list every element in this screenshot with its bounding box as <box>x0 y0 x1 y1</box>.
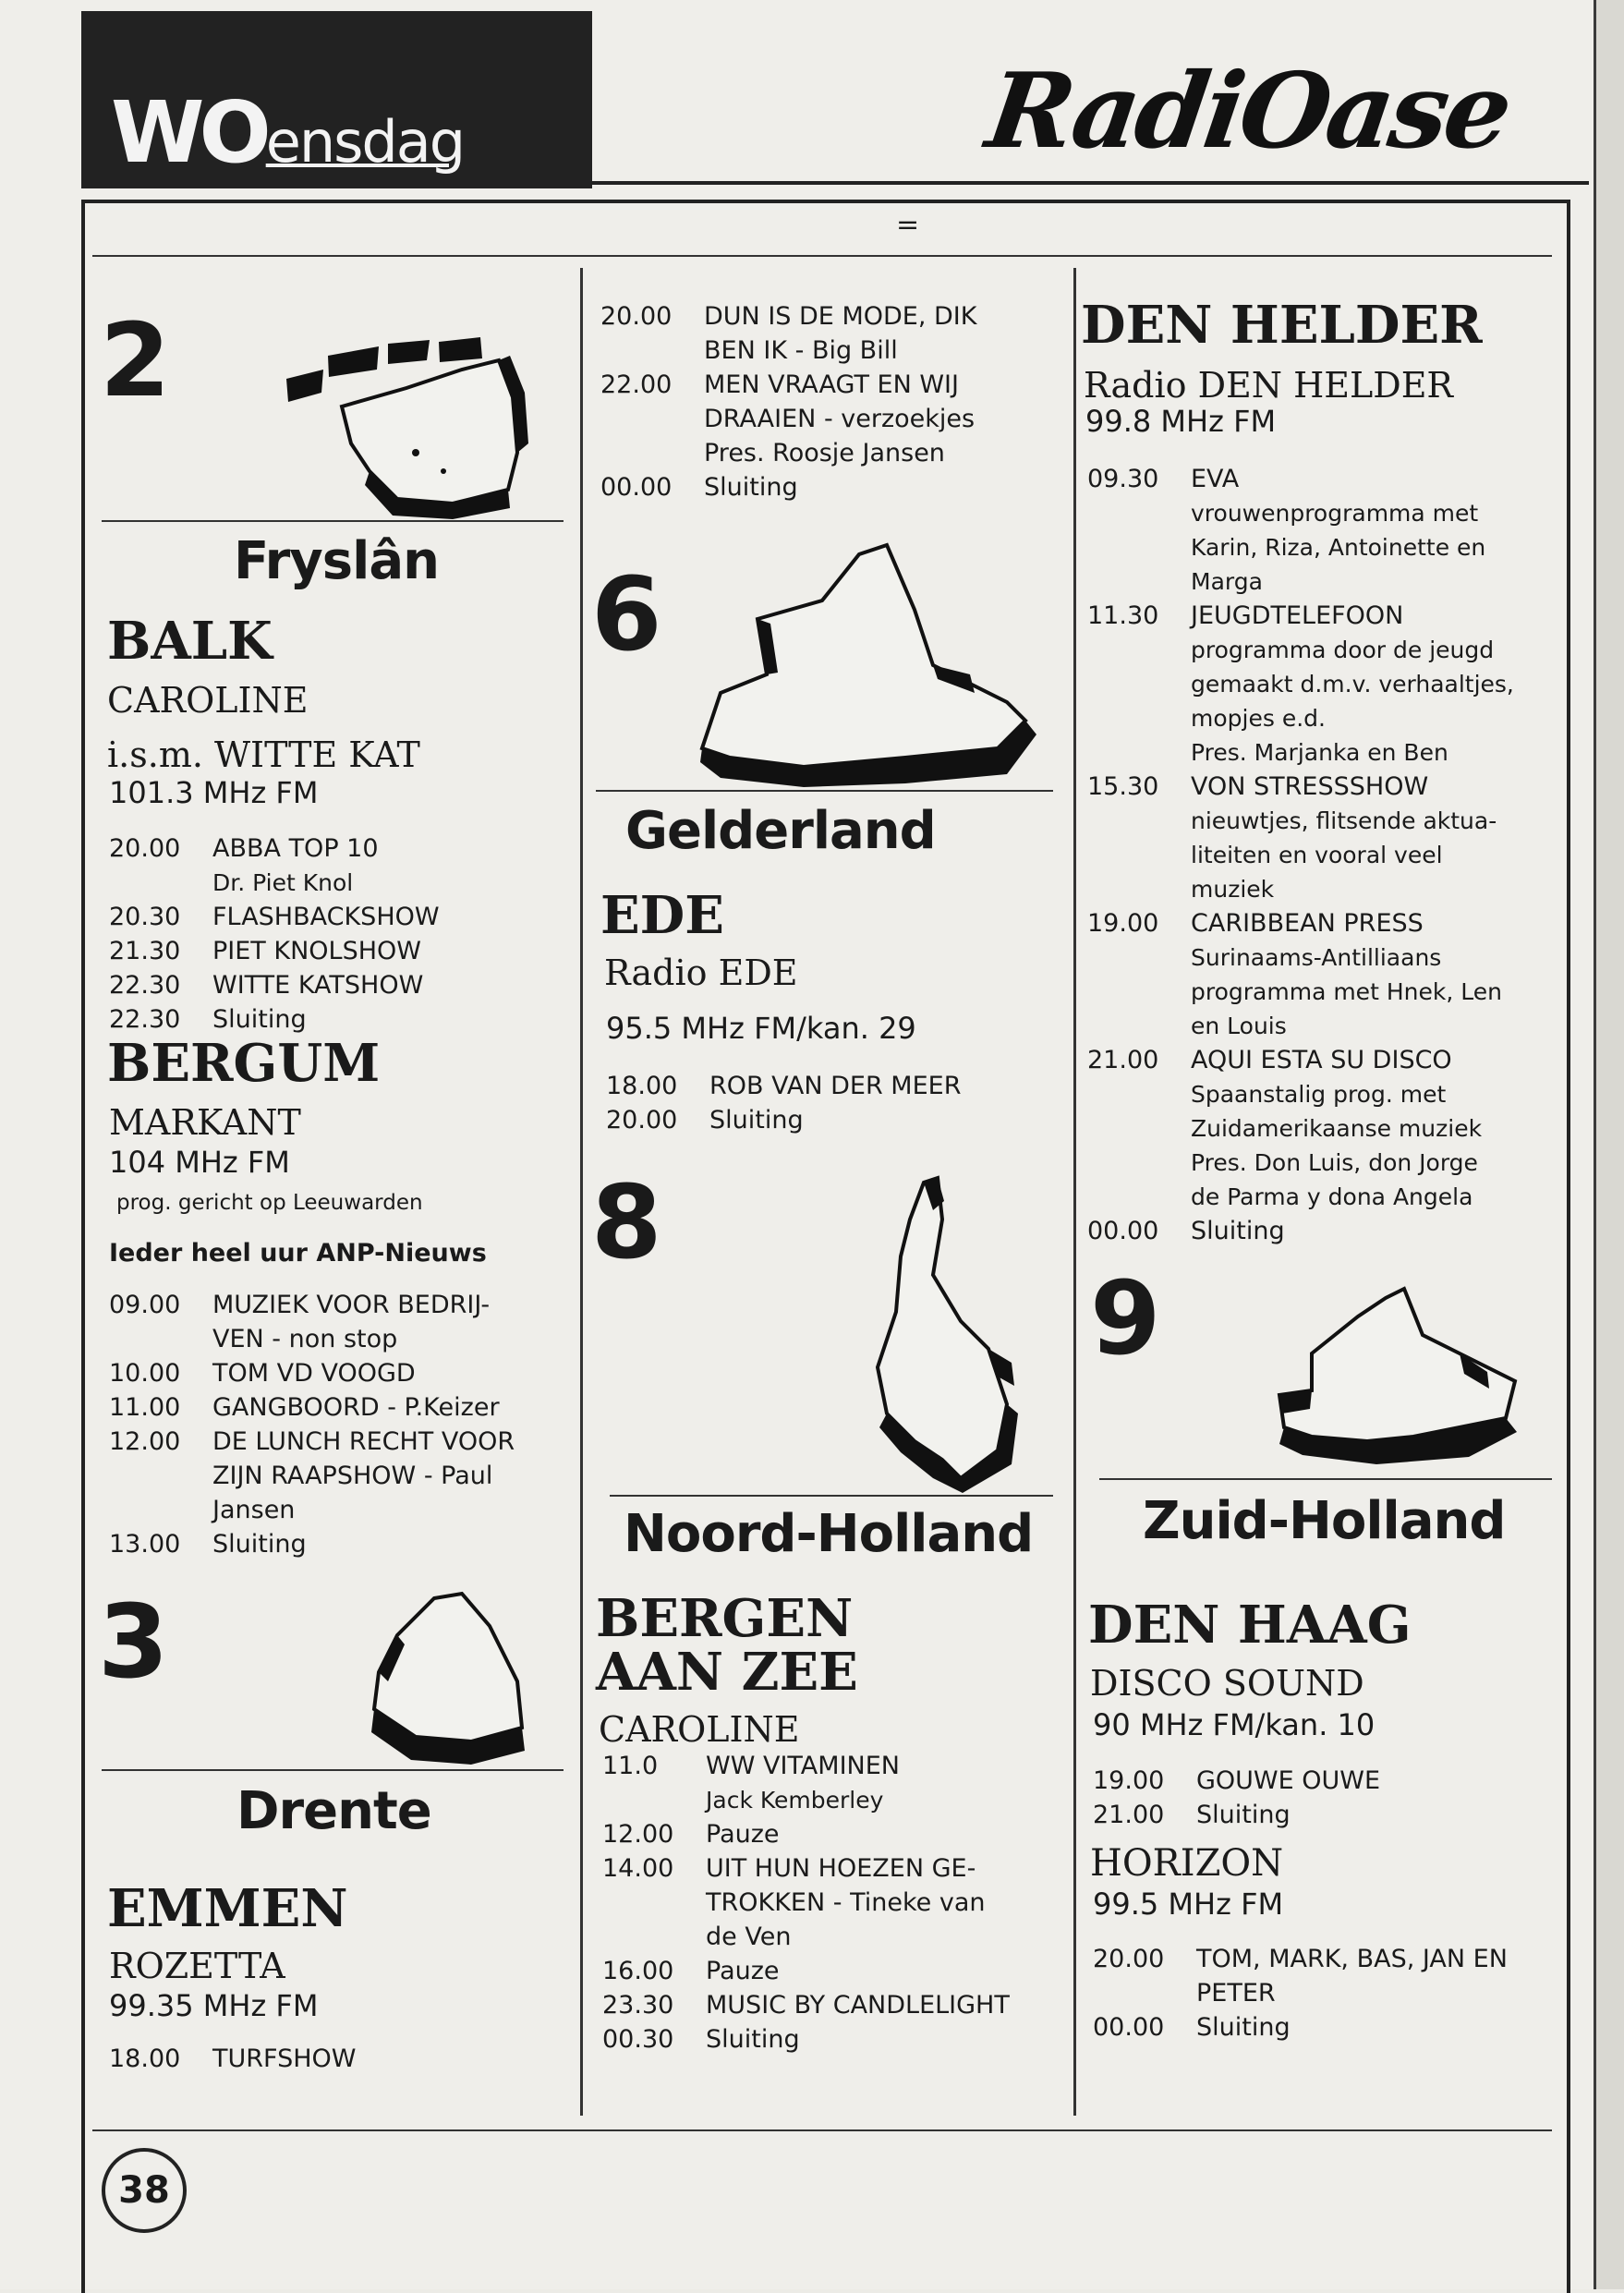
time: 20.30 <box>109 903 181 931</box>
time: 23.30 <box>602 1991 674 2020</box>
time: 11.0 <box>602 1752 659 1780</box>
schedule-row <box>606 1103 961 1137</box>
program: Pauze <box>706 1820 780 1849</box>
program: FLASHBACKSHOW <box>212 903 440 931</box>
schedule-row <box>1087 530 1514 564</box>
time: 11.30 <box>1087 601 1159 630</box>
schedule-row <box>602 1988 1010 2022</box>
schedule-row <box>1087 599 1514 633</box>
time: 20.00 <box>1093 1945 1165 1973</box>
program: Pres. Marjanka en Ben <box>1191 739 1448 766</box>
program: TOM, MARK, BAS, JAN EN <box>1196 1945 1508 1973</box>
city-name: EMMEN <box>107 1878 348 1939</box>
schedule-row <box>1087 1214 1514 1248</box>
schedule-row <box>600 368 976 402</box>
program: TURFSHOW <box>212 2044 357 2073</box>
schedule-row <box>600 436 976 470</box>
program: MEN VRAAGT EN WIJ <box>704 370 959 399</box>
program: GANGBOORD - P.Keizer <box>212 1393 500 1422</box>
schedule-row <box>600 470 976 504</box>
schedule <box>1093 1764 1380 1832</box>
section-number: 9 <box>1090 1259 1161 1377</box>
station-name: Radio DEN HELDER <box>1084 365 1454 406</box>
schedule-row <box>1087 940 1514 975</box>
frequency: 99.35 MHz FM <box>109 1988 319 2023</box>
schedule-row <box>1087 770 1514 804</box>
station-name: HORIZON <box>1090 1842 1284 1885</box>
time: 00.30 <box>602 2025 674 2054</box>
program: Sluiting <box>706 2025 800 2054</box>
schedule-row <box>109 1459 515 1493</box>
time: 21.30 <box>109 937 181 965</box>
section-number: 6 <box>591 555 662 673</box>
program: de Parma y dona Angela <box>1191 1183 1473 1210</box>
program: programma door de jeugd <box>1191 637 1495 663</box>
fryslan-map-icon <box>268 305 545 527</box>
program: JEUGDTELEFOON <box>1191 601 1404 630</box>
program: WW VITAMINEN <box>706 1752 900 1780</box>
program: Sluiting <box>1191 1217 1285 1245</box>
program: Dr. Piet Knol <box>212 869 354 896</box>
schedule-row <box>602 1817 1010 1851</box>
time: 20.00 <box>606 1106 678 1134</box>
program: Pres. Roosje Jansen <box>704 439 945 467</box>
schedule-row <box>1093 1942 1508 1976</box>
schedule-row <box>1093 1976 1508 2010</box>
city-name: EDE <box>600 885 724 946</box>
city-name: DEN HAAG <box>1088 1595 1412 1656</box>
schedule-row <box>602 1783 1010 1817</box>
schedule-row <box>1087 1146 1514 1180</box>
program: Spaanstalig prog. met <box>1191 1081 1447 1108</box>
time: 00.00 <box>1093 2013 1165 2042</box>
time: 20.00 <box>600 302 673 331</box>
program: Jansen <box>212 1496 296 1524</box>
header-day-rest: ensdag <box>265 108 465 176</box>
program: Pres. Don Luis, don Jorge <box>1191 1149 1478 1176</box>
news-note: Ieder heel uur ANP-Nieuws <box>109 1239 487 1268</box>
time: 12.00 <box>602 1820 674 1849</box>
region-rule <box>102 520 564 522</box>
schedule-row <box>109 1527 515 1561</box>
program: GOUWE OUWE <box>1196 1766 1381 1795</box>
program: TROKKEN - Tineke van <box>706 1888 986 1917</box>
program: ZIJN RAAPSHOW - Paul <box>212 1462 493 1490</box>
schedule-row <box>109 831 440 866</box>
schedule-row <box>109 1493 515 1527</box>
schedule-row <box>602 1851 1010 1886</box>
frequency: 95.5 MHz FM/kan. 29 <box>606 1011 916 1046</box>
program: EVA <box>1191 465 1240 493</box>
time: 19.00 <box>1087 909 1159 938</box>
program: UIT HUN HOEZEN GE- <box>706 1854 976 1883</box>
schedule-row <box>109 1002 440 1037</box>
program: mopjes e.d. <box>1191 705 1326 732</box>
time: 22.30 <box>109 971 181 1000</box>
schedule-row <box>1087 872 1514 906</box>
schedule-row <box>1087 1111 1514 1146</box>
time: 16.00 <box>602 1957 674 1985</box>
schedule-row <box>109 968 440 1002</box>
city-name: BERGUM <box>107 1033 381 1094</box>
program: Zuidamerikaanse muziek <box>1191 1115 1483 1142</box>
program: ROB VAN DER MEER <box>709 1072 962 1100</box>
frequency: 104 MHz FM <box>109 1145 290 1180</box>
radioase-logo: RadiOase <box>979 51 1516 172</box>
program-note: prog. gericht op Leeuwarden <box>116 1191 423 1215</box>
program: muziek <box>1191 876 1275 903</box>
station-name-2: i.s.m. WITTE KAT <box>107 734 420 775</box>
program: Sluiting <box>704 473 798 502</box>
time: 10.00 <box>109 1359 181 1388</box>
station-name: MARKANT <box>109 1102 301 1143</box>
column-divider-2 <box>1073 268 1076 2116</box>
schedule-row <box>1087 633 1514 667</box>
schedule-row <box>1087 975 1514 1009</box>
program: WITTE KATSHOW <box>212 971 424 1000</box>
schedule-row <box>1087 735 1514 770</box>
time: 22.00 <box>600 370 673 399</box>
schedule-row <box>1087 462 1514 496</box>
program: Marga <box>1191 568 1263 595</box>
zuid-holland-map-icon <box>1275 1280 1524 1483</box>
schedule-row <box>1087 564 1514 599</box>
time: 09.30 <box>1087 465 1159 493</box>
header-day-initials: WO <box>111 83 266 182</box>
region-rule <box>596 790 1053 792</box>
schedule-row <box>109 934 440 968</box>
drente-map-icon <box>360 1580 545 1783</box>
schedule-row <box>1087 1009 1514 1043</box>
schedule-row <box>602 1749 1010 1783</box>
top-rule <box>92 255 1552 257</box>
program: TOM VD VOOGD <box>212 1359 416 1388</box>
time: 00.00 <box>1087 1217 1159 1245</box>
schedule <box>1087 462 1514 1248</box>
program: MUZIEK VOOR BEDRIJ- <box>212 1291 491 1319</box>
schedule-row <box>600 402 976 436</box>
time: 18.00 <box>606 1072 678 1100</box>
schedule <box>109 1288 515 1561</box>
schedule-row <box>109 900 440 934</box>
time: 11.00 <box>109 1393 181 1422</box>
program: de Ven <box>706 1923 792 1951</box>
program: VON STRESSSHOW <box>1191 772 1429 801</box>
schedule-row <box>109 1390 515 1425</box>
schedule-row <box>1087 667 1514 701</box>
header-rule <box>591 181 1589 185</box>
schedule-row <box>1087 701 1514 735</box>
station-name: CAROLINE <box>107 680 309 721</box>
frequency: 99.5 MHz FM <box>1093 1887 1284 1922</box>
schedule-row <box>1087 1077 1514 1111</box>
time: 14.00 <box>602 1854 674 1883</box>
region-rule <box>102 1769 564 1771</box>
time: 20.00 <box>109 834 181 863</box>
time: 00.00 <box>600 473 673 502</box>
program: Surinaams-Antilliaans <box>1191 944 1442 971</box>
schedule-row <box>109 1425 515 1459</box>
schedule-row <box>1087 496 1514 530</box>
program: DUN IS DE MODE, DIK <box>704 302 977 331</box>
program: liteiten en vooral veel <box>1191 842 1443 868</box>
schedule-row <box>600 334 976 368</box>
region-name: Drente <box>236 1781 431 1841</box>
schedule-row <box>602 1886 1010 1920</box>
city-name: BALK <box>107 611 273 672</box>
program: Sluiting <box>212 1530 307 1559</box>
region-name: Fryslân <box>234 531 439 591</box>
program: ABBA TOP 10 <box>212 834 379 863</box>
section-number: 3 <box>98 1583 169 1701</box>
time: 12.00 <box>109 1427 181 1456</box>
program: CARIBBEAN PRESS <box>1191 909 1424 938</box>
region-name: Gelderland <box>625 801 936 861</box>
station-name: Radio EDE <box>604 952 798 993</box>
time: 15.30 <box>1087 772 1159 801</box>
frequency: 90 MHz FM/kan. 10 <box>1093 1707 1376 1742</box>
schedule-row <box>1087 804 1514 838</box>
time: 22.30 <box>109 1005 181 1034</box>
time: 19.00 <box>1093 1766 1165 1795</box>
program: PETER <box>1196 1979 1276 2008</box>
program: Sluiting <box>1196 1801 1291 1829</box>
schedule-row <box>109 1288 515 1322</box>
gelderland-map-icon <box>693 536 1044 795</box>
program: Sluiting <box>709 1106 804 1134</box>
header-day <box>111 83 464 182</box>
frequency: 99.8 MHz FM <box>1085 404 1277 439</box>
city-name: BERGEN <box>596 1588 854 1649</box>
schedule <box>602 1749 1010 2056</box>
schedule-row <box>109 1356 515 1390</box>
center-mark: = <box>896 209 920 241</box>
schedule-row <box>600 299 976 334</box>
frequency: 101.3 MHz FM <box>109 775 319 810</box>
program: nieuwtjes, flitsende aktua- <box>1191 807 1497 834</box>
section-number: 2 <box>100 301 171 419</box>
time: 21.00 <box>1087 1046 1159 1074</box>
schedule-row <box>1087 906 1514 940</box>
station-name: CAROLINE <box>599 1709 800 1750</box>
station-name: DISCO SOUND <box>1090 1663 1364 1704</box>
schedule-row <box>602 2022 1010 2056</box>
time: 09.00 <box>109 1291 181 1319</box>
time: 13.00 <box>109 1530 181 1559</box>
section-number: 8 <box>591 1163 662 1281</box>
page-edge <box>1594 0 1624 2289</box>
region-name: Noord-Holland <box>624 1504 1034 1564</box>
program: VEN - non stop <box>212 1325 398 1353</box>
time: 18.00 <box>109 2044 181 2073</box>
bottom-rule <box>92 2129 1552 2131</box>
schedule-row <box>1087 838 1514 872</box>
schedule-row <box>1087 1180 1514 1214</box>
continued-schedule <box>600 299 976 504</box>
program: PIET KNOLSHOW <box>212 937 421 965</box>
program: Sluiting <box>1196 2013 1291 2042</box>
column-divider-1 <box>580 268 583 2116</box>
schedule-row <box>1093 2010 1508 2044</box>
schedule-row <box>602 1920 1010 1954</box>
schedule-row <box>109 866 440 900</box>
schedule-row <box>109 2042 356 2076</box>
program: DRAAIEN - verzoekjes <box>704 405 976 433</box>
schedule-row <box>1087 1043 1514 1077</box>
time: 21.00 <box>1093 1801 1165 1829</box>
schedule-row <box>602 1954 1010 1988</box>
schedule <box>109 2042 356 2076</box>
schedule-row <box>109 1322 515 1356</box>
schedule-row <box>606 1069 961 1103</box>
program: programma met Hnek, Len <box>1191 978 1502 1005</box>
schedule-row <box>1093 1764 1380 1798</box>
program: AQUI ESTA SU DISCO <box>1191 1046 1452 1074</box>
program: MUSIC BY CANDLELIGHT <box>706 1991 1010 2020</box>
region-rule <box>1099 1478 1552 1480</box>
schedule-row <box>1093 1798 1380 1832</box>
region-name: Zuid-Holland <box>1143 1491 1506 1551</box>
program: BEN IK - Big Bill <box>704 336 898 365</box>
program: Pauze <box>706 1957 780 1985</box>
program: gemaakt d.m.v. verhaaltjes, <box>1191 671 1514 698</box>
schedule <box>606 1069 961 1137</box>
station-name: ROZETTA <box>109 1946 285 1986</box>
program: Sluiting <box>212 1005 307 1034</box>
page-number: 38 <box>102 2148 187 2233</box>
noord-holland-map-icon <box>859 1164 1025 1497</box>
program: vrouwenprogramma met <box>1191 500 1479 527</box>
city-name: DEN HELDER <box>1081 295 1483 356</box>
program: Karin, Riza, Antoinette en <box>1191 534 1486 561</box>
city-name-2: AAN ZEE <box>596 1642 858 1703</box>
program: DE LUNCH RECHT VOOR <box>212 1427 515 1456</box>
region-rule <box>610 1495 1053 1497</box>
schedule <box>1093 1942 1508 2044</box>
program: en Louis <box>1191 1013 1287 1039</box>
program: Jack Kemberley <box>706 1787 884 1814</box>
schedule <box>109 831 440 1037</box>
